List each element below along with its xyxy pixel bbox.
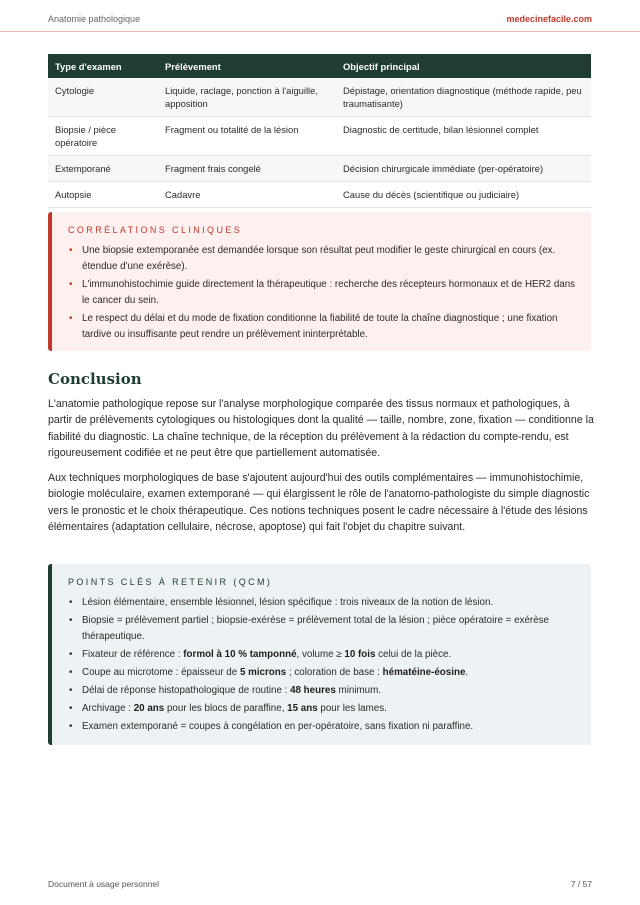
bullet-icon: • — [69, 649, 73, 660]
table-cell: Cause du décès (scientifique ou judiciaire) — [336, 182, 591, 208]
page-number: 7 / 57 — [570, 879, 592, 889]
emphasis-text: 20 ans — [133, 703, 165, 714]
list-item-text: celui de la pièce. — [375, 649, 452, 660]
list-item-text: Examen extemporané = coupes à congélation en per-opératoire, sans fixation ni paraffine. — [82, 721, 474, 732]
table-row — [48, 78, 591, 117]
list-item-text: Le respect du délai et du mode de fixation conditionne la fiabilité de toute la chaîne diagnostique ; une fixation tardive ou insuffisante peut rendre un prélèvement ininterprétable. — [82, 313, 558, 340]
bullet-icon: • — [69, 615, 73, 626]
table-cell: Cadavre — [158, 182, 336, 208]
table-cell: Fragment ou totalité de la lésion — [158, 117, 336, 156]
table-cell: Biopsie / pièce opératoire — [48, 117, 158, 156]
emphasis-text: 15 ans — [287, 703, 318, 714]
exam-types-table — [48, 54, 591, 208]
table-cell: Fragment frais congelé — [158, 156, 336, 182]
key-points-list — [68, 595, 577, 735]
list-item-text: , volume ≥ — [296, 649, 345, 660]
column-header: Prélèvement — [158, 54, 336, 78]
page-header — [48, 14, 592, 24]
table-header-row — [48, 54, 591, 78]
list-item — [68, 683, 577, 699]
list-item — [68, 647, 577, 663]
table-cell: Cytologie — [48, 78, 158, 117]
bullet-icon: • — [69, 685, 73, 696]
column-header: Type d'examen — [48, 54, 158, 78]
table-cell: Diagnostic de certitude, bilan lésionnel complet — [336, 117, 591, 156]
section-title: Conclusion — [48, 370, 142, 388]
list-item-text: Coupe au microtome : épaisseur de — [82, 667, 240, 678]
list-item — [68, 701, 577, 717]
list-item-text: pour les blocs de paraffine, — [164, 703, 288, 714]
emphasis-text: 48 heures — [290, 685, 336, 696]
table-cell: Autopsie — [48, 182, 158, 208]
callout-title: POINTS CLÉS À RETENIR (QCM) — [68, 577, 273, 587]
list-item — [68, 243, 577, 275]
list-item-text: . — [465, 667, 469, 678]
conclusion-paragraph: L'anatomie pathologique repose sur l'analyse morphologique comparée des tissus normaux et pathologiques, à partir de prélèvements cytologiques ou histologiques dont la qualité — taille, nombre, zone, fixation — conditionne la fiabilité du diagnostic. La chaîne technique, de la réception du prélèvement à la rédaction du compte-rendu, est rigoureusement codifiée et ne peut être que partiellement automatisée. — [48, 398, 594, 460]
table-cell: Extemporané — [48, 156, 158, 182]
emphasis-text: 5 microns — [239, 667, 287, 678]
bullet-icon: • — [69, 597, 73, 608]
list-item — [68, 311, 577, 343]
key-points-box — [48, 564, 591, 745]
document-title: Anatomie pathologique — [48, 14, 141, 24]
bullet-icon: • — [69, 279, 73, 290]
emphasis-text: formol à 10 % tamponné — [183, 649, 297, 660]
table-row — [48, 182, 591, 208]
bullet-icon: • — [69, 667, 73, 678]
list-item — [68, 595, 577, 611]
list-item-text: Délai de réponse histopathologique de routine : — [82, 685, 291, 696]
page-footer — [48, 879, 592, 889]
list-item-text: ; coloration de base : — [286, 667, 383, 678]
list-item — [68, 719, 577, 735]
list-item — [68, 277, 577, 309]
conclusion-paragraph: Aux techniques morphologiques de base s'ajoutent aujourd'hui des outils complémentaires — immunohistochimie, biologie moléculaire, examen extemporané — qui élargissent le rôle de l'anatomo-pathologiste du simple diagnostic vers le pronostic et le choix thérapeutique. Ces notions techniques posent le cadre nécessaire à l'étude des lésions élémentaires (adaptation cellulaire, nécrose, apoptose) qui fait l'objet du chapitre suivant. — [48, 472, 590, 534]
list-item-text: Biopsie = prélèvement partiel ; biopsie-exérèse = prélèvement total de la lésion ; pièce opératoire = exérèse thérapeutique. — [82, 615, 549, 642]
list-item — [68, 613, 577, 645]
emphasis-text: 10 fois — [344, 649, 376, 660]
column-header: Objectif principal — [336, 54, 591, 78]
list-item — [68, 665, 577, 681]
list-item-text: L'immunohistochimie guide directement la thérapeutique : recherche des récepteurs hormonaux et de HER2 dans le cancer du sein. — [82, 279, 576, 306]
list-item-text: Une biopsie extemporanée est demandée lorsque son résultat peut modifier le geste chirurgical en cours (ex. étendue d'une exérèse). — [82, 245, 556, 272]
footer-note: Document à usage personnel — [48, 879, 160, 889]
bullet-icon: • — [69, 245, 73, 256]
list-item-text: minimum. — [335, 685, 381, 696]
bullet-icon: • — [69, 721, 73, 732]
table-cell: Liquide, raclage, ponction à l'aiguille, apposition — [158, 78, 336, 117]
clinical-correlations-box — [48, 212, 591, 351]
table-row — [48, 117, 591, 156]
bullet-icon: • — [69, 703, 73, 714]
emphasis-text: hématéine-éosine — [382, 667, 466, 678]
list-item-text: Archivage : — [82, 703, 134, 714]
list-item-text: pour les lames. — [317, 703, 387, 714]
bullet-icon: • — [69, 313, 73, 324]
callout-title: CORRÉLATIONS CLINIQUES — [68, 225, 243, 235]
list-item-text: Lésion élémentaire, ensemble lésionnel, lésion spécifique : trois niveaux de la notion de lésion. — [82, 597, 494, 608]
table-cell: Décision chirurgicale immédiate (per-opératoire) — [336, 156, 591, 182]
table-cell: Dépistage, orientation diagnostique (méthode rapide, peu traumatisante) — [336, 78, 591, 117]
table-row — [48, 156, 591, 182]
header-divider — [0, 31, 640, 32]
list-item-text: Fixateur de référence : — [82, 649, 184, 660]
correlations-list — [68, 243, 577, 343]
site-link[interactable]: medecinefacile.com — [506, 14, 592, 24]
